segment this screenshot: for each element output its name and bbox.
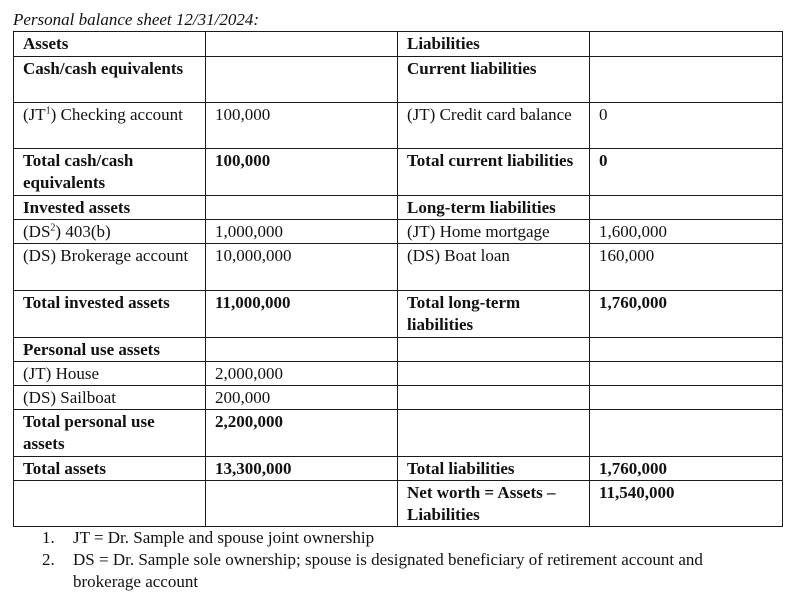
table-row: [14, 457, 783, 481]
asset-label: Cash/cash equivalents: [14, 57, 206, 103]
asset-label: Invested assets: [14, 196, 206, 220]
liability-value: [590, 196, 783, 220]
table-row: [14, 386, 783, 410]
asset-label: $(DS^2)$ 403(b): [14, 220, 206, 244]
asset-label: Total personal use assets: [14, 410, 206, 457]
liability-value: [590, 57, 783, 103]
footnote-item: [42, 549, 773, 593]
liability-value: 0: [590, 149, 783, 196]
liabilities-header-value: [590, 32, 783, 57]
liability-label: (JT) Home mortgage: [398, 220, 590, 244]
asset-value: [206, 57, 398, 103]
total-liabilities-label: Total liabilities: [398, 457, 590, 481]
balance-sheet-table: [13, 31, 783, 527]
asset-label: Total invested assets: [14, 291, 206, 338]
footnotes: [42, 527, 773, 593]
table-row: [14, 57, 783, 103]
asset-value: 2,200,000: [206, 410, 398, 457]
asset-label: Total cash/cash equivalents: [14, 149, 206, 196]
asset-label: $(JT^1)$ Checking account: [14, 103, 206, 149]
table-row: [14, 338, 783, 362]
liability-value: 1,760,000: [590, 291, 783, 338]
asset-value: 11,000,000: [206, 291, 398, 338]
asset-value: [206, 196, 398, 220]
footnote-item: [42, 527, 773, 549]
table-row: [14, 220, 783, 244]
net-worth-value: 11,540,000: [590, 481, 783, 527]
table-row: [14, 481, 783, 527]
liability-value: 160,000: [590, 244, 783, 291]
table-row: [14, 149, 783, 196]
table-header-row: [14, 32, 783, 57]
net-worth-label: Net worth = Assets – Liabilities: [398, 481, 590, 527]
asset-label: [14, 481, 206, 527]
footnote-ref: 1: [45, 105, 51, 117]
asset-value: 100,000: [206, 103, 398, 149]
table-row: [14, 410, 783, 457]
asset-value: 10,000,000: [206, 244, 398, 291]
assets-header: Assets: [14, 32, 206, 57]
liability-value: [590, 362, 783, 386]
footnote-number: 2.: [42, 550, 55, 569]
total-assets-label: Total assets: [14, 457, 206, 481]
liability-label: Total long-term liabilities: [398, 291, 590, 338]
asset-label: (DS) Sailboat: [14, 386, 206, 410]
liability-value: [590, 338, 783, 362]
asset-value: [206, 338, 398, 362]
liability-label: [398, 338, 590, 362]
total-liabilities-value: 1,760,000: [590, 457, 783, 481]
liability-value: [590, 386, 783, 410]
liability-label: (JT) Credit card balance: [398, 103, 590, 149]
liability-label: Total current liabilities: [398, 149, 590, 196]
asset-value: 100,000: [206, 149, 398, 196]
asset-value: [206, 481, 398, 527]
liabilities-header: Liabilities: [398, 32, 590, 57]
liability-label: Long-term liabilities: [398, 196, 590, 220]
asset-label: (DS) Brokerage account: [14, 244, 206, 291]
liability-value: [590, 410, 783, 457]
liability-value: 0: [590, 103, 783, 149]
liability-label: (DS) Boat loan: [398, 244, 590, 291]
footnote-text: DS = Dr. Sample sole ownership; spouse is designated beneficiary of retirement account and brokerage account: [73, 550, 703, 591]
liability-label: Current liabilities: [398, 57, 590, 103]
table-row: [14, 291, 783, 338]
liability-label: [398, 410, 590, 457]
total-assets-value: 13,300,000: [206, 457, 398, 481]
asset-label: Personal use assets: [14, 338, 206, 362]
table-row: [14, 362, 783, 386]
footnote-number: 1.: [42, 528, 55, 547]
liability-value: 1,600,000: [590, 220, 783, 244]
footnote-text: JT = Dr. Sample and spouse joint ownership: [73, 528, 375, 547]
page-title: Personal balance sheet 12/31/2024:: [13, 10, 259, 29]
liability-label: [398, 362, 590, 386]
table-row: [14, 244, 783, 291]
liability-label: [398, 386, 590, 410]
asset-value: 2,000,000: [206, 362, 398, 386]
table-row: [14, 196, 783, 220]
footnote-ref: 2: [50, 222, 56, 234]
asset-label: (JT) House: [14, 362, 206, 386]
asset-value: 1,000,000: [206, 220, 398, 244]
table-row: [14, 103, 783, 149]
assets-header-value: [206, 32, 398, 57]
asset-value: 200,000: [206, 386, 398, 410]
